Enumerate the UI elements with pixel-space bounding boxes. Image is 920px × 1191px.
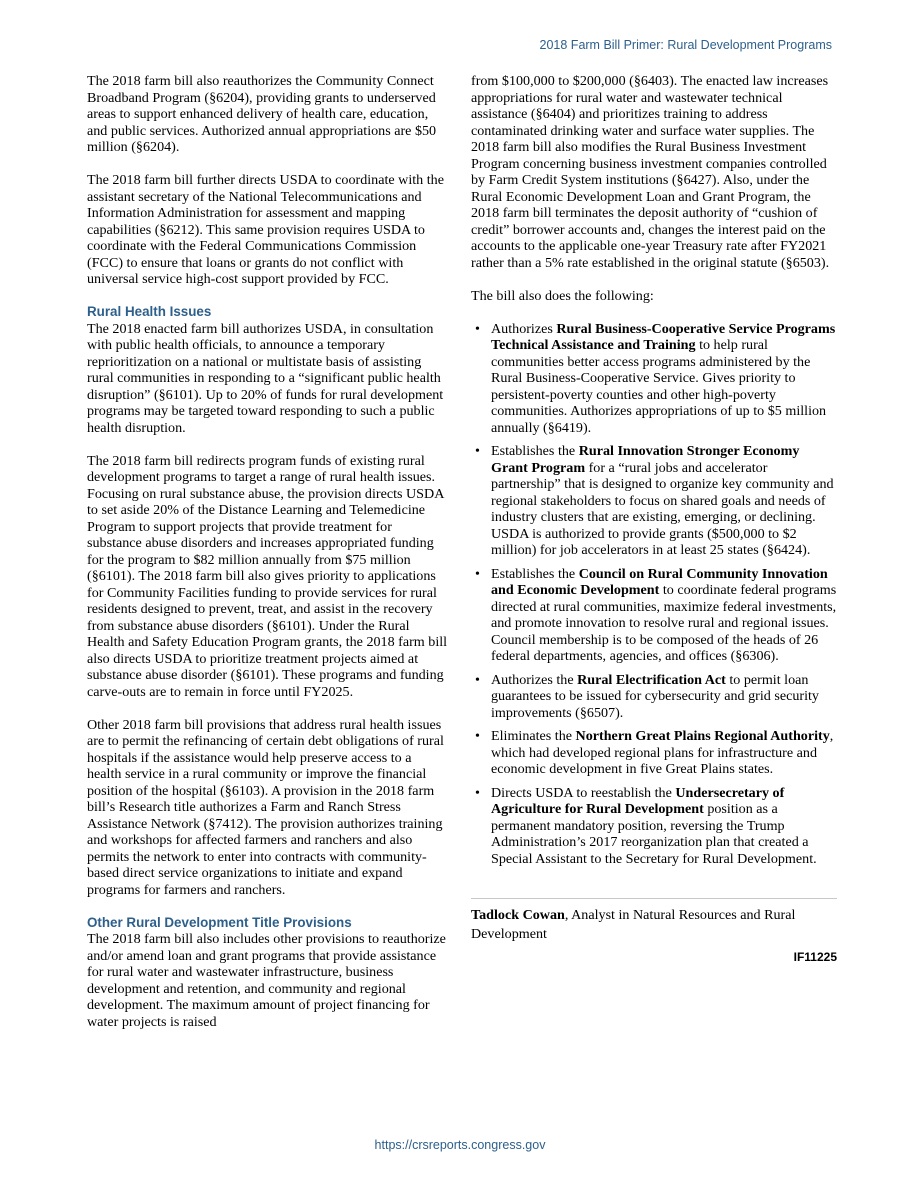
paragraph-substance-abuse: The 2018 farm bill redirects program funds of existing rural development programs to target a range of rural health issues. Focusing on rural substance abuse, the provision directs USDA to set aside 20% of the Distance Learning and Telemedicine Program to support projects that provide treatment for substance abuse disorders and increases appropriated funding for the program to $82 million annually from $75 million (§6101). The 2018 farm bill also gives priority to applications for Community Facilities funding to provide services for rural residents designed to prevent, treat, and assist in the recovery from substance abuse disorders (§6101). Under the Rural Health and Safety Education Program grants, the 2018 farm bill also directs USDA to prioritize treatment projects aimed at substance abuse disorder (§6101). These programs and funding carve-outs are to remain in force until FY2025. bbox=[87, 452, 448, 700]
author-credit bbox=[471, 906, 837, 944]
section-heading-rural-health: Rural Health Issues bbox=[87, 304, 212, 319]
right-column bbox=[471, 73, 837, 966]
bullet-icon: • bbox=[475, 443, 480, 459]
bullet-program-name: Undersecretary of Agriculture for Rural Development bbox=[491, 784, 785, 817]
paragraph-community-connect: The 2018 farm bill also reauthorizes the Community Connect Broadband Program (§6204), providing grants to underserved areas to support enhanced delivery of health care, education, and public services. Authorized annual appropriations are $50 million (§6204). bbox=[87, 73, 437, 155]
left-column bbox=[87, 73, 449, 1047]
paragraph-rural-hospitals: Other 2018 farm bill provisions that address rural health issues are to permit the refinancing of certain debt obligations of rural hospitals if the assistance would help preserve access to a health service in a rural community or improve the financial position of the hospital (§6103). A provision in the 2018 farm bill’s Research title authorizes a Farm and Ranch Stress Assistance Network (§7412). The provision authorizes training and workshops for affected farmers and ranchers and also permits the network to enter into contracts with community-based direct service organizations to initiate and expand programs for farmers and ranchers. bbox=[87, 716, 444, 898]
section-heading-other-provisions: Other Rural Development Title Provisions bbox=[87, 914, 352, 930]
bullet-icon: • bbox=[475, 320, 480, 337]
bullet-item: • Establishes the Council on Rural Community Innovation and Economic Development to coordinate federal programs directed at rural communities, maximize federal investments, and promote innovation to resolve rural and regional issues. Council membership is to be composed of the heads of 26 federal departments, agencies, and offices (§6306). bbox=[475, 565, 837, 664]
bullet-program-name: Rural Electrification Act bbox=[577, 671, 726, 688]
bullet-program-name: Council on Rural Community Innovation and Economic Development bbox=[491, 565, 828, 598]
bullet-item: • Establishes the Rural Innovation Stronger Economy Grant Program for a “rural jobs and accelerator partnership” that is designed to organize key community and regional stakeholders to focus on shared goals and needs of industry clusters that are existing, emerging, or declining. USDA is authorized to provide grants ($500,000 to $2 million) for job accelerators in at least 25 states (§6424). bbox=[475, 443, 834, 558]
bullet-icon: • bbox=[475, 671, 480, 688]
bullet-icon: • bbox=[475, 728, 480, 744]
author-name: Tadlock Cowan bbox=[471, 907, 565, 923]
bullet-icon: • bbox=[475, 565, 480, 582]
bullet-item: • Authorizes the Rural Electrification Act to permit loan guarantees to be issued for cybersecurity and grid security improvements (§6507). bbox=[475, 671, 819, 721]
paragraph-public-health-disruption: The 2018 enacted farm bill authorizes USDA, in consultation with public health officials, to announce a temporary reprioritization on a national or multistate basis of assisting rural communities in responding to a “significant public health disruption” (§6101). Up to 20% of funds for rural development programs may be targeted toward responding to such a public health disruption. bbox=[87, 320, 444, 436]
paragraph-water-projects: The 2018 farm bill also includes other provisions to reauthorize and/or amend loan and grant programs that provide assistance for rural water and wastewater infrastructure, business development and retention, and community and regional development. The maximum amount of project financing for water projects is raised bbox=[87, 931, 446, 1030]
document-id: IF11225 bbox=[793, 950, 837, 964]
provisions-bullet-list bbox=[471, 321, 837, 868]
bullet-program-name: Northern Great Plains Regional Authority bbox=[575, 728, 830, 744]
paragraph-bill-intro: The bill also does the following: bbox=[471, 287, 654, 304]
author-role: , Analyst in Natural Resources and Rural Development bbox=[471, 907, 796, 942]
bullet-item: • Directs USDA to reestablish the Undersecretary of Agriculture for Rural Development position as a permanent mandatory position, reversing the Trump Administration’s 2017 reorganization plan that created a Special Assistant to the Secretary for Rural Development. bbox=[475, 784, 817, 867]
bullet-program-name: Rural Business-Cooperative Service Programs Technical Assistance and Training bbox=[491, 320, 836, 353]
paragraph-ntia-coordination: The 2018 farm bill further directs USDA to coordinate with the assistant secretary of the National Telecommunications and Information Administration for assessment and mapping capabilities (§6212). This same provision requires USDA to coordinate with the Federal Communications Commission (FCC) to ensure that loans or grants do not conflict with universal service high-cost support provided by FCC. bbox=[87, 172, 444, 287]
bullet-icon: • bbox=[475, 784, 480, 801]
page-header-title: 2018 Farm Bill Primer: Rural Development Programs bbox=[539, 38, 832, 52]
footer-url-link[interactable]: https://crsreports.congress.gov bbox=[374, 1138, 546, 1152]
bullet-item: • Authorizes Rural Business-Cooperative Service Programs Technical Assistance and Training to help rural communities better access programs administered by the Rural Business-Cooperative Service. Gives priority to persistent-poverty counties and other high-poverty communities. Authorizes appropriations of up to $5 million annually (§6419). bbox=[475, 320, 836, 436]
bullet-program-name: Rural Innovation Stronger Economy Grant Program bbox=[491, 443, 800, 476]
paragraph-water-financing: from $100,000 to $200,000 (§6403). The enacted law increases appropriations for rural water and wastewater technical assistance (§6404) and prioritizes training to address contaminated drinking water and surface water supplies. The 2018 farm bill also modifies the Rural Business Investment Program concerning business investment companies controlled by Farm Credit System institutions (§6427). Also, under the Rural Economic Development Loan and Grant Program, the 2018 farm bill terminates the deposit authority of “cushion of credit” borrower accounts and, changes the interest paid on the accounts to the applicable one-year Treasury rate after FY2021 rather than a 5% rate established in the original statute (§6503). bbox=[471, 73, 830, 271]
author-divider bbox=[471, 898, 837, 899]
bullet-item: • Eliminates the Northern Great Plains Regional Authority, which had developed regional plans for infrastructure and economic development in five Great Plains states. bbox=[475, 728, 834, 777]
